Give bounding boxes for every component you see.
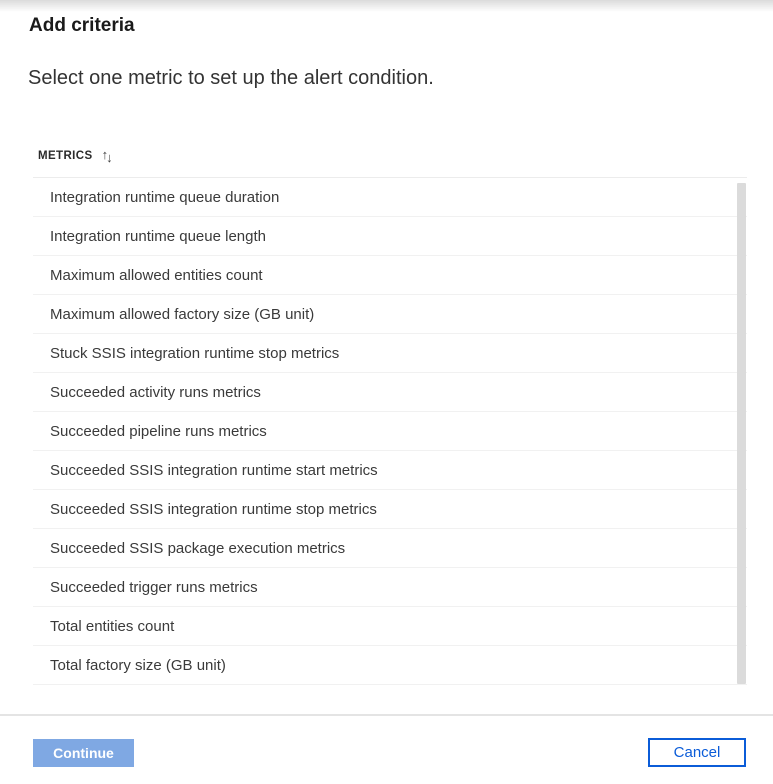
metric-name: Succeeded SSIS integration runtime start metrics <box>50 461 378 479</box>
metric-name: Total factory size (GB unit) <box>50 656 226 674</box>
scrollbar[interactable] <box>737 183 746 684</box>
metric-name: Stuck SSIS integration runtime stop metrics <box>50 344 340 362</box>
metric-name: Integration runtime queue duration <box>50 188 280 206</box>
metrics-header-label: METRICS <box>38 149 93 162</box>
top-shadow <box>0 0 773 12</box>
list-item[interactable] <box>33 217 747 256</box>
metric-name: Succeeded SSIS integration runtime stop metrics <box>50 500 377 518</box>
metric-name: Integration runtime queue length <box>50 227 266 245</box>
list-item[interactable] <box>33 295 747 334</box>
list-item[interactable] <box>33 607 747 646</box>
list-item[interactable] <box>33 568 747 607</box>
list-item[interactable] <box>33 490 747 529</box>
metrics-list <box>33 177 747 685</box>
metric-name: Succeeded trigger runs metrics <box>50 578 258 596</box>
list-item[interactable] <box>33 646 747 685</box>
page-title: Add criteria <box>29 15 135 36</box>
list-item[interactable] <box>33 529 747 568</box>
metric-name: Maximum allowed factory size (GB unit) <box>50 305 315 323</box>
list-item[interactable] <box>33 334 747 373</box>
list-item[interactable] <box>33 412 747 451</box>
footer-divider <box>0 714 773 716</box>
list-item[interactable] <box>33 373 747 412</box>
list-item[interactable] <box>33 451 747 490</box>
metric-name: Maximum allowed entities count <box>50 266 263 284</box>
metric-name: Succeeded pipeline runs metrics <box>50 422 267 440</box>
continue-button[interactable]: Continue <box>33 739 134 767</box>
metrics-column-header[interactable] <box>38 147 115 165</box>
metric-name: Succeeded activity runs metrics <box>50 383 261 401</box>
list-item[interactable] <box>33 256 747 295</box>
metric-name: Succeeded SSIS package execution metrics <box>50 539 346 557</box>
list-item[interactable] <box>33 178 747 217</box>
metric-name: Total entities count <box>50 617 175 635</box>
cancel-button[interactable]: Cancel <box>648 738 746 767</box>
sort-arrows-icon[interactable]: ↑↓ <box>101 147 113 165</box>
dialog-subtitle: Select one metric to set up the alert condition. <box>28 67 434 89</box>
